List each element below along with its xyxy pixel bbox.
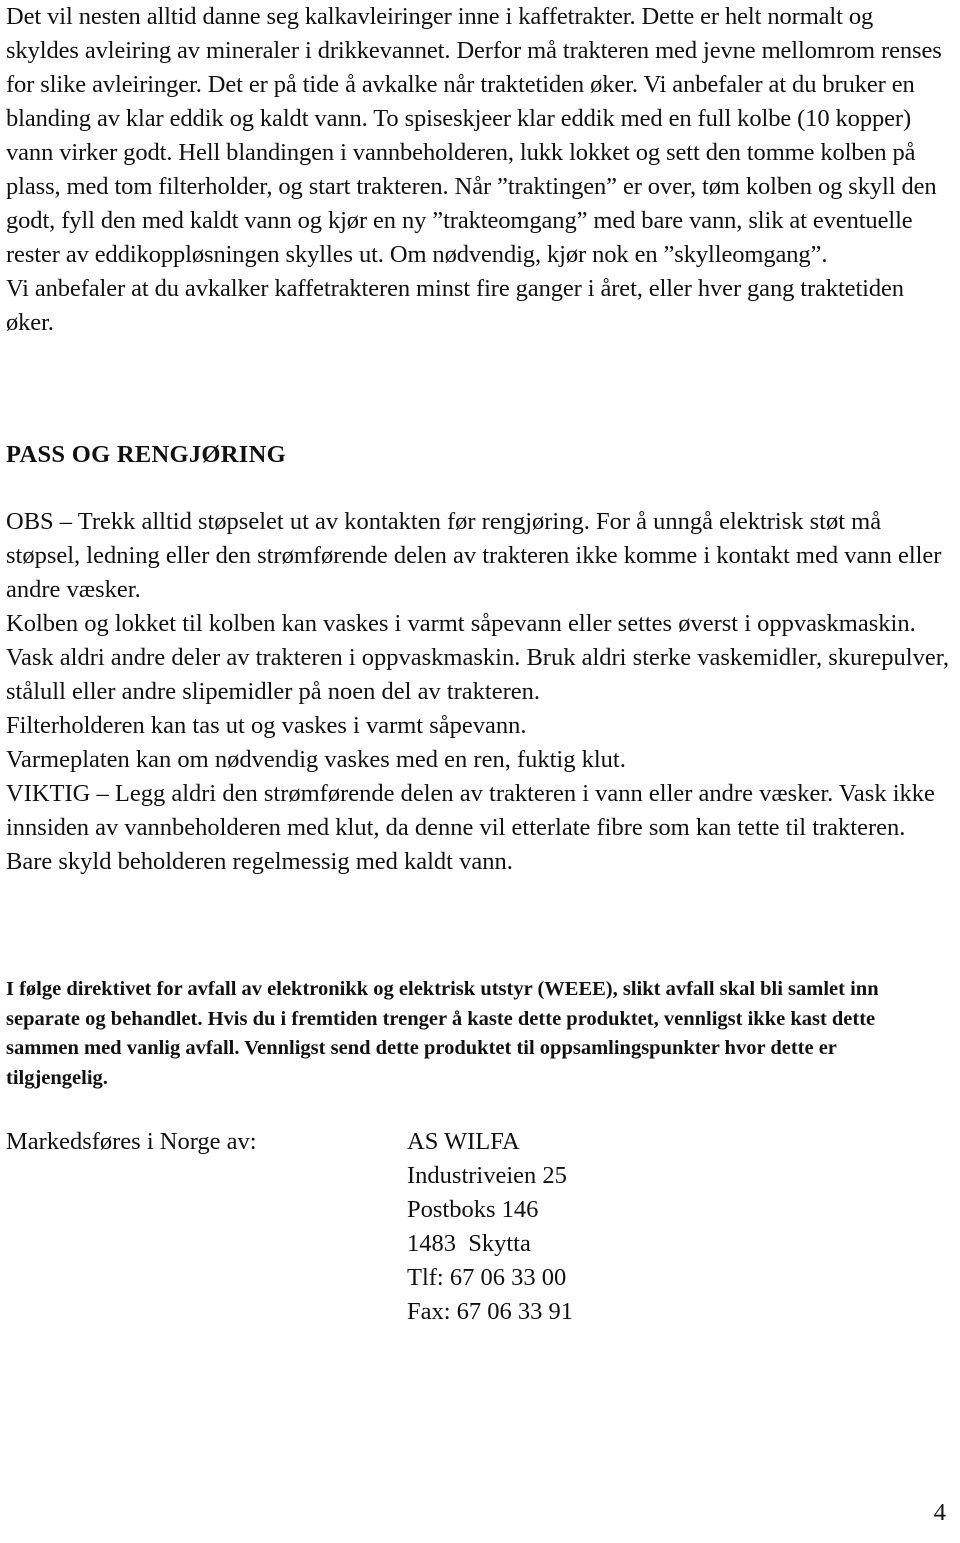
company-address	[407, 1125, 573, 1329]
weee-notice: I følge direktivet for avfall av elektronikk og elektrisk utstyr (WEEE), slikt avfall skal bli samlet inn separate og behandlet. Hvis du i fremtiden trenger å kaste dette produktet, vennligst ikke kast dette sammen med vanlig avfall. Vennligst send dette produktet til oppsamlingspunkter hvor dette er tilgjengelig.	[6, 978, 879, 1089]
descaling-paragraph: Det vil nesten alltid danne seg kalkavleiringer inne i kaffetrakter. Dette er helt normalt og skyldes avleiring av mineraler i drikkevannet. Derfor må trakteren med jevne mellomrom renses for slike avleiringer. Det er på tide å avkalke når traktetiden øker. Vi anbefaler at du bruker en blanding av klar eddik og kaldt vann. To spiseskjeer klar eddik med en full kolbe (10 kopper) vann virker godt. Hell blandingen i vannbeholderen, lukk lokket og sett den tomme kolben på plass, med tom filterholder, og start trakteren. Når ”traktingen” er over, tøm kolben og skyll den godt, fyll den med kaldt vann og kjør en ny ”trakteomgang” med bare vann, slik at eventuelle rester av eddikoppløsningen skylles ut. Om nødvendig, kjør nok en ”skylleomgang”.	[6, 3, 942, 268]
marketed-by-label: Markedsføres i Norge av:	[6, 1128, 257, 1155]
carafe-cleaning-paragraph: Kolben og lokket til kolben kan vaskes i varmt såpevann eller settes øverst i oppvaskmaskin. Vask aldri andre deler av trakteren i oppvaskmaskin. Bruk aldri sterke vaskemidler, skurepulver, stålull eller andre slipemidler på noen del av trakteren.	[6, 610, 950, 705]
fax-number: Fax: 67 06 33 91	[407, 1298, 574, 1325]
warning-paragraph: OBS – Trekk alltid støpselet ut av kontakten før rengjøring. For å unngå elektrisk støt må støpsel, ledning eller den strømførende delen av trakteren ikke komme i kontakt med vann eller andre væsker.	[6, 508, 942, 603]
descaling-frequency-paragraph: Vi anbefaler at du avkalker kaffetrakteren minst fire ganger i året, eller hver gang traktetiden øker.	[6, 275, 904, 336]
cleaning-heading: PASS OG RENGJØRING	[6, 441, 286, 468]
cleaning-section	[6, 505, 952, 879]
descaling-section	[6, 0, 946, 340]
company-name: AS WILFA	[407, 1128, 520, 1155]
po-box: Postboks 146	[407, 1196, 539, 1223]
phone-number: Tlf: 67 06 33 00	[407, 1264, 567, 1291]
postal-city: 1483 Skytta	[407, 1230, 531, 1257]
heating-plate-paragraph: Varmeplaten kan om nødvendig vaskes med en ren, fuktig klut.	[6, 746, 626, 773]
important-paragraph: VIKTIG – Legg aldri den strømførende delen av trakteren i vann eller andre væsker. Vask ikke innsiden av vannbeholderen med klut, da denne vil etterlate fibre som kan tette til trakteren. Bare skyld beholderen regelmessig med kaldt vann.	[6, 780, 935, 875]
filter-holder-paragraph: Filterholderen kan tas ut og vaskes i varmt såpevann.	[6, 712, 527, 739]
street-address: Industriveien 25	[407, 1162, 567, 1189]
page-number: 4	[933, 1499, 946, 1526]
